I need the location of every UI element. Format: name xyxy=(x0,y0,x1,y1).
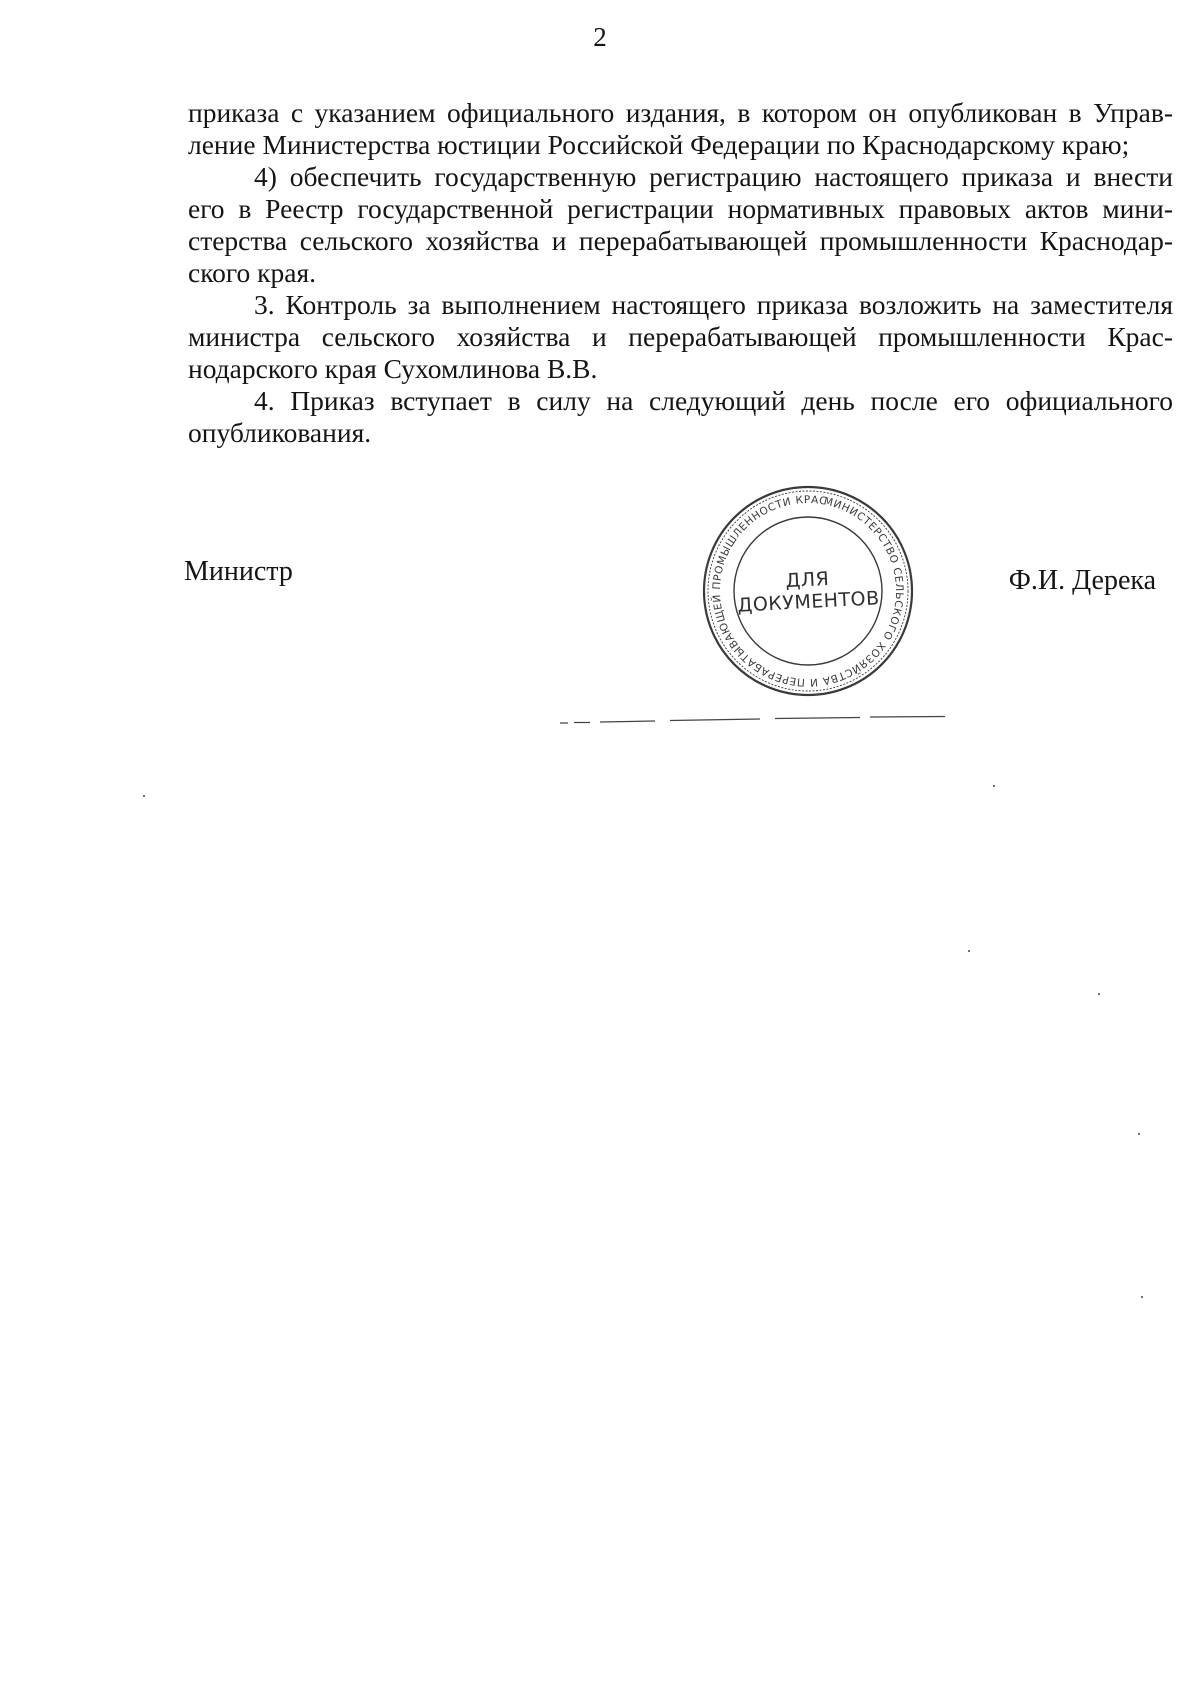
signatory-name: Ф.И. Дерека xyxy=(1008,565,1156,596)
scan-speck xyxy=(1141,1296,1143,1298)
paragraph-continuation: приказа с указанием официального издания, в котором он опубликован в Управление Министерства юстиции Российской Федерации по Краснодарскому краю; xyxy=(188,97,1173,160)
page-number: 2 xyxy=(593,22,607,52)
paragraph-item-4-registration: 4) обеспечить государственную регистрацию настоящего приказа и внести его в Реестр государственной регистрации нормативных правовых актов министерства сельского хозяйства и перерабатывающей промышленности Краснодарского края. xyxy=(188,161,1173,288)
signatory-title: Министр xyxy=(184,556,293,587)
paragraph-3-control: 3. Контроль за выполнением настоящего приказа возложить на заместителя министра сельского хозяйства и перерабатывающей промышленности Краснодарского края Сухомлинова В.В. xyxy=(188,289,1173,384)
seal-text-line-1: ДЛЯ xyxy=(784,567,830,593)
document-body xyxy=(188,97,1173,449)
scan-speck xyxy=(1098,993,1100,995)
scan-speck xyxy=(968,950,970,952)
scan-speck xyxy=(143,795,145,797)
seal-center-text xyxy=(694,477,921,704)
scan-speck xyxy=(1138,1133,1140,1135)
scan-speck xyxy=(993,785,995,787)
seal-ring-text: МИНИСТЕРСТВО СЕЛЬСКОГО ХОЗЯЙСТВА И ПЕРЕРАБАТЫВАЮЩЕЙ ПРОМЫШЛЕННОСТИ КРАСНОДАРСКОГО xyxy=(710,493,906,689)
signature-line xyxy=(560,714,945,726)
seal-text-line-2: ДОКУМЕНТОВ xyxy=(737,587,881,617)
paragraph-4-effective-date: 4. Приказ вступает в силу на следующий день после его официального опубликования. xyxy=(188,385,1173,448)
official-seal-stamp xyxy=(700,483,916,699)
